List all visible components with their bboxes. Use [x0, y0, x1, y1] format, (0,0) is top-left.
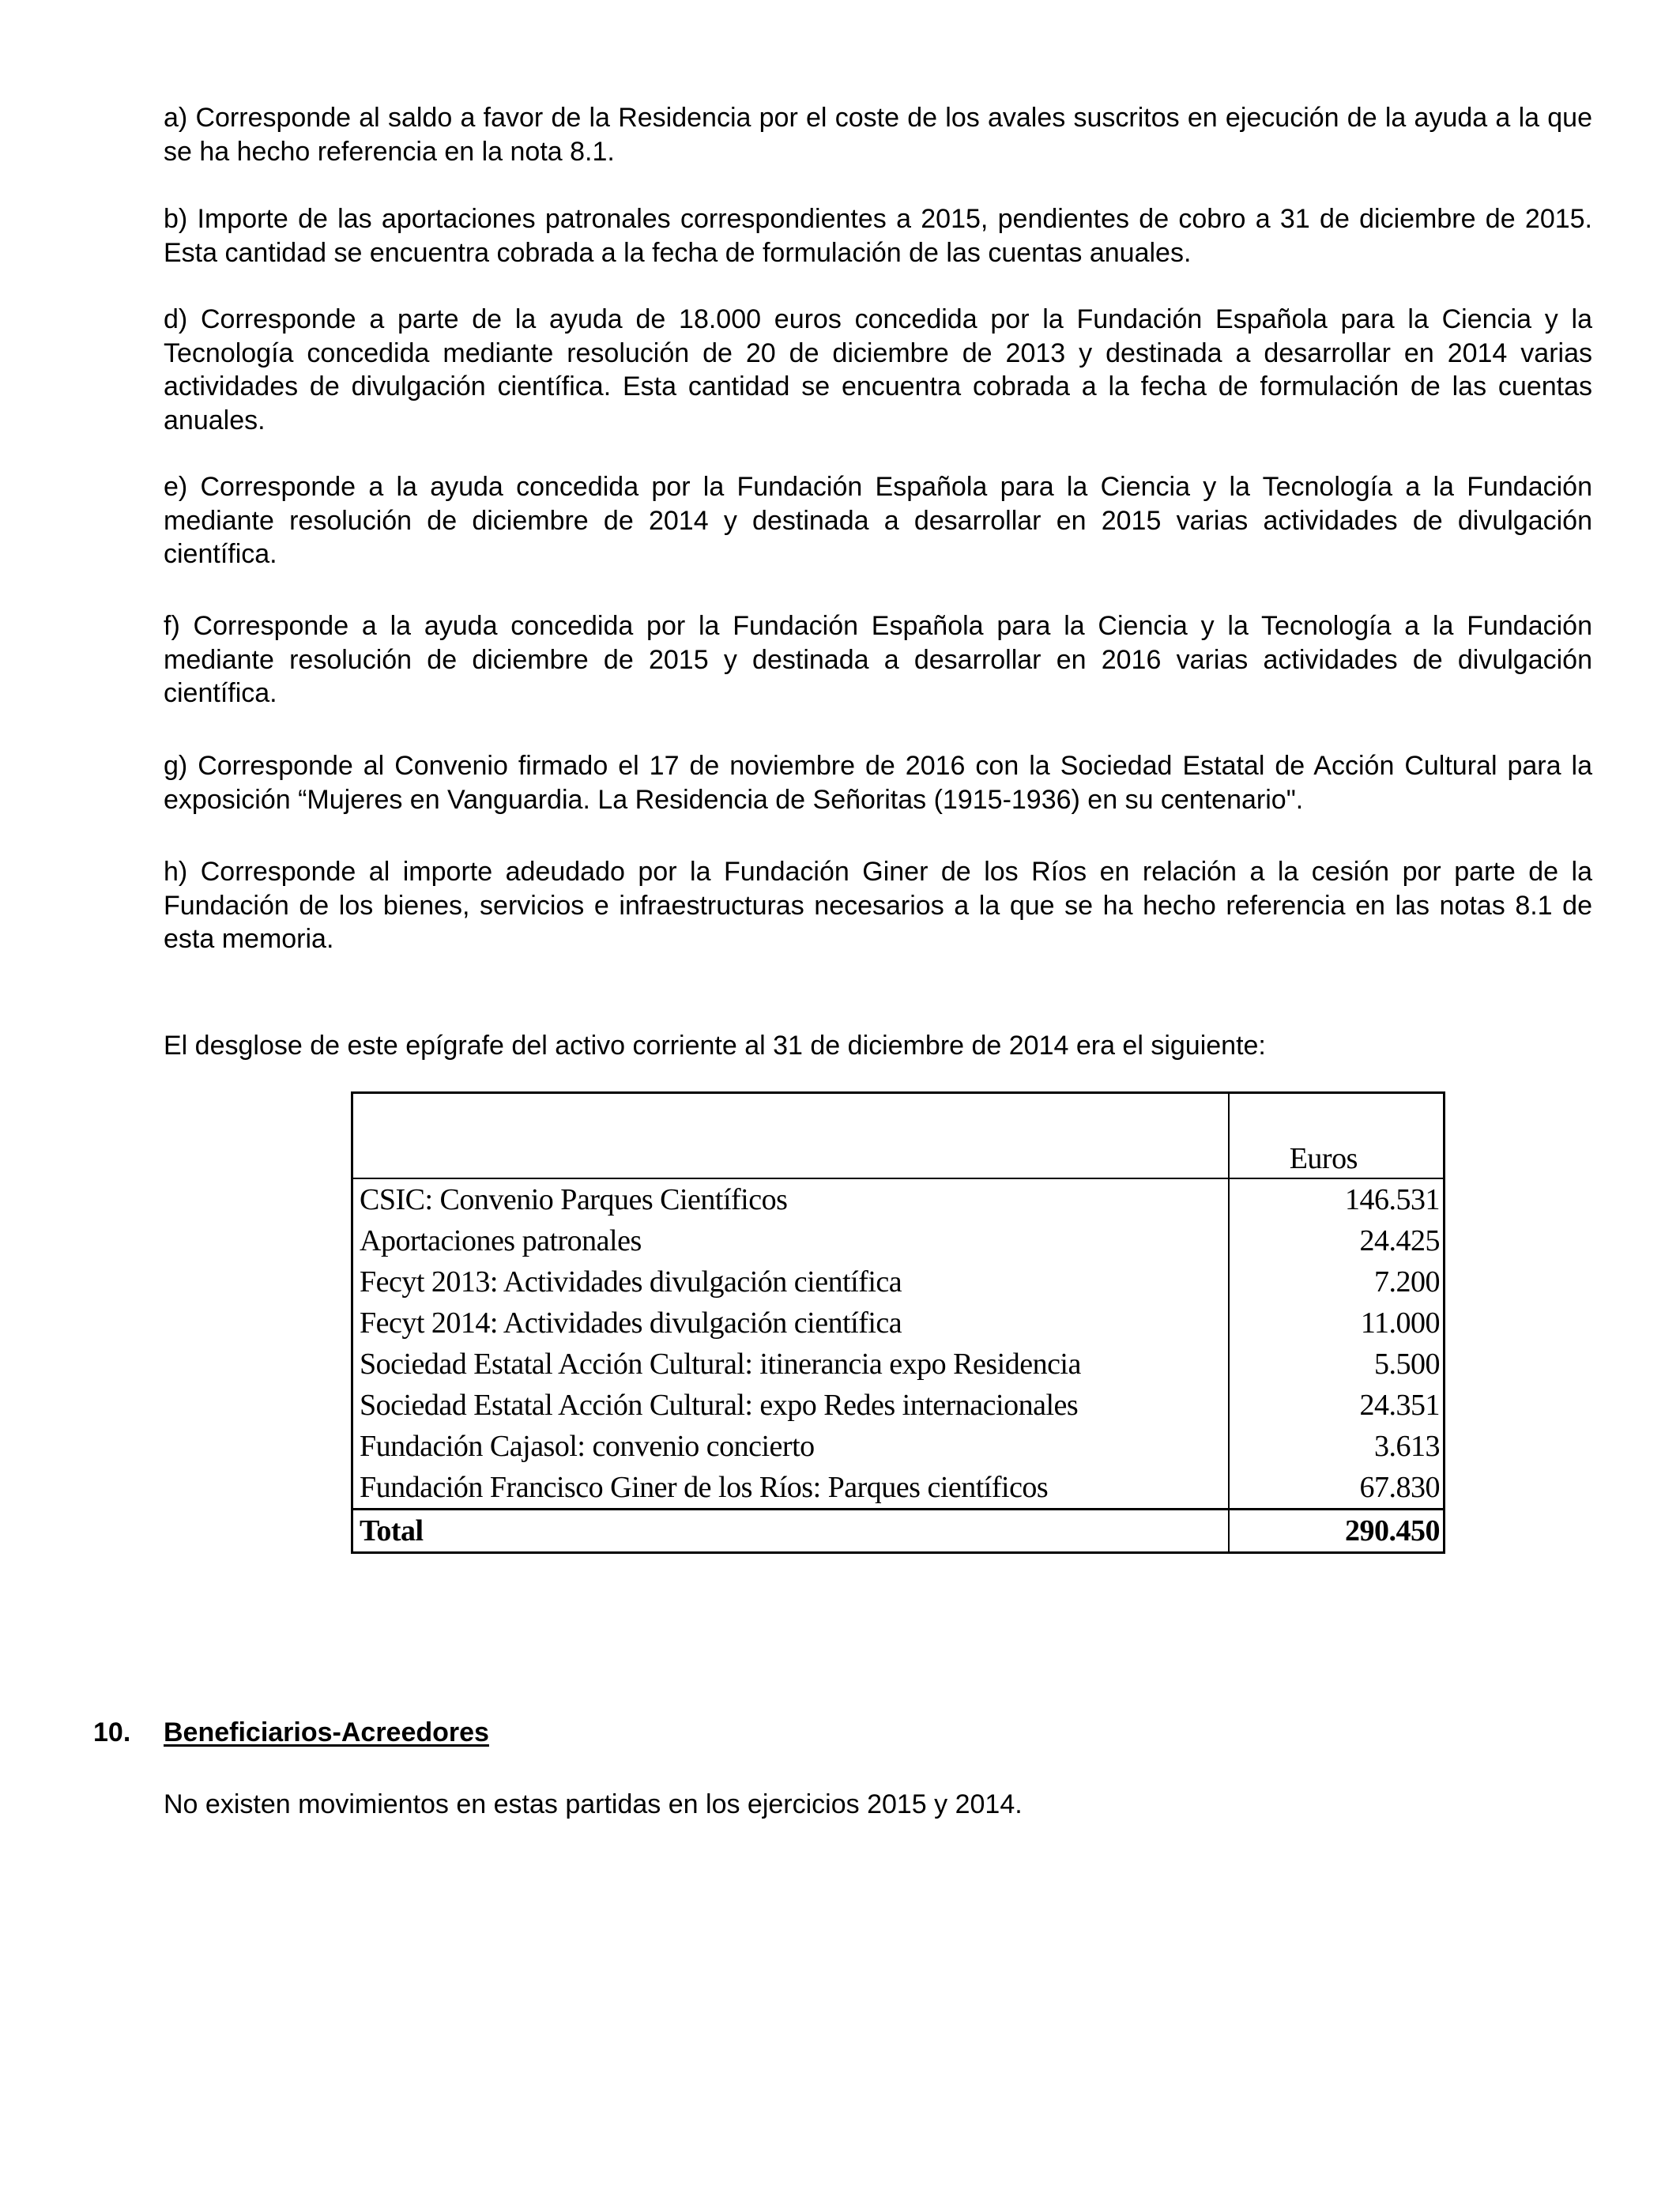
table-header-row: [353, 1094, 1443, 1178]
note-a: a) Corresponde al saldo a favor de la Residencia por el coste de los avales suscritos en ejecución de la ayuda a la que se ha hecho referencia en la nota 8.1.: [164, 103, 1592, 167]
row-concept: CSIC: Convenio Parques Científicos: [353, 1178, 1229, 1220]
table-row: [353, 1178, 1443, 1220]
header-concept: [353, 1094, 1229, 1178]
total-amount: 290.450: [1229, 1510, 1443, 1552]
row-amount: 7.200: [1374, 1265, 1440, 1299]
table-row: [353, 1302, 1443, 1344]
header-euros: Euros: [1229, 1094, 1443, 1178]
section-body: No existen movimientos en estas partidas en los ejercicios 2015 y 2014.: [164, 1789, 1023, 1819]
breakdown-table: [353, 1094, 1443, 1551]
row-amount: 67.830: [1359, 1471, 1440, 1504]
row-concept: Sociedad Estatal Acción Cultural: itinerancia expo Residencia: [353, 1344, 1229, 1385]
section-number: 10.: [93, 1717, 131, 1747]
row-concept: Aportaciones patronales: [353, 1220, 1229, 1261]
row-amount: 3.613: [1374, 1430, 1440, 1463]
table-intro: El desglose de este epígrafe del activo corriente al 31 de diciembre de 2014 era el siguiente:: [164, 1031, 1266, 1061]
row-amount: 24.351: [1359, 1389, 1440, 1422]
note-f: f) Corresponde a la ayuda concedida por la Fundación Española para la Ciencia y la Tecnología a la Fundación mediante resolución de diciembre de 2015 y destinada a desarrollar en 2016 varias actividades de divulgación científica.: [164, 611, 1592, 708]
row-amount: 11.000: [1360, 1306, 1440, 1340]
table-row: [353, 1385, 1443, 1426]
table-row: [353, 1220, 1443, 1261]
row-concept: Fundación Francisco Giner de los Ríos: Parques científicos: [353, 1467, 1229, 1510]
note-b: b) Importe de las aportaciones patronales correspondientes a 2015, pendientes de cobro a 31 de diciembre de 2015. Esta cantidad se encuentra cobrada a la fecha de formulación de las cuentas anuales.: [164, 204, 1592, 268]
note-e: e) Corresponde a la ayuda concedida por la Fundación Española para la Ciencia y la Tecnología a la Fundación mediante resolución de diciembre de 2014 y destinada a desarrollar en 2015 varias actividades de divulgación científica.: [164, 472, 1592, 569]
row-amount: 24.425: [1359, 1224, 1440, 1257]
row-concept: Fundación Cajasol: convenio concierto: [353, 1426, 1229, 1467]
note-d: d) Corresponde a parte de la ayuda de 18.000 euros concedida por la Fundación Española para la Ciencia y la Tecnología concedida mediante resolución de 20 de diciembre de 2013 y destinada a desarrollar en 2014 varias actividades de divulgación científica. Esta cantidad se encuentra cobrada a la fecha de formulación de las cuentas anuales.: [164, 304, 1592, 435]
table-row: [353, 1344, 1443, 1385]
table-row: [353, 1426, 1443, 1467]
note-h: h) Corresponde al importe adeudado por la Fundación Giner de los Ríos en relación a la cesión por parte de la Fundación de los bienes, servicios e infraestructuras necesarios a la que se ha hecho referencia en las notas 8.1 de esta memoria.: [164, 857, 1592, 954]
note-g: g) Corresponde al Convenio firmado el 17 de noviembre de 2016 con la Sociedad Estatal de Acción Cultural para la exposición “Mujeres en Vanguardia. La Residencia de Señoritas (1915-1936) en su centenario".: [164, 751, 1592, 815]
section-title: Beneficiarios-Acreedores: [164, 1717, 489, 1747]
table-row: [353, 1261, 1443, 1302]
row-concept: Fecyt 2013: Actividades divulgación científica: [353, 1261, 1229, 1302]
table-total-row: [353, 1510, 1443, 1552]
total-label: Total: [353, 1510, 1229, 1552]
row-amount: 146.531: [1345, 1183, 1440, 1216]
row-concept: Fecyt 2014: Actividades divulgación científica: [353, 1302, 1229, 1344]
breakdown-table-wrapper: [353, 1094, 1443, 1551]
section-heading: [93, 1716, 489, 1749]
row-amount: 5.500: [1374, 1348, 1440, 1381]
table-row: [353, 1467, 1443, 1510]
row-concept: Sociedad Estatal Acción Cultural: expo Redes internacionales: [353, 1385, 1229, 1426]
